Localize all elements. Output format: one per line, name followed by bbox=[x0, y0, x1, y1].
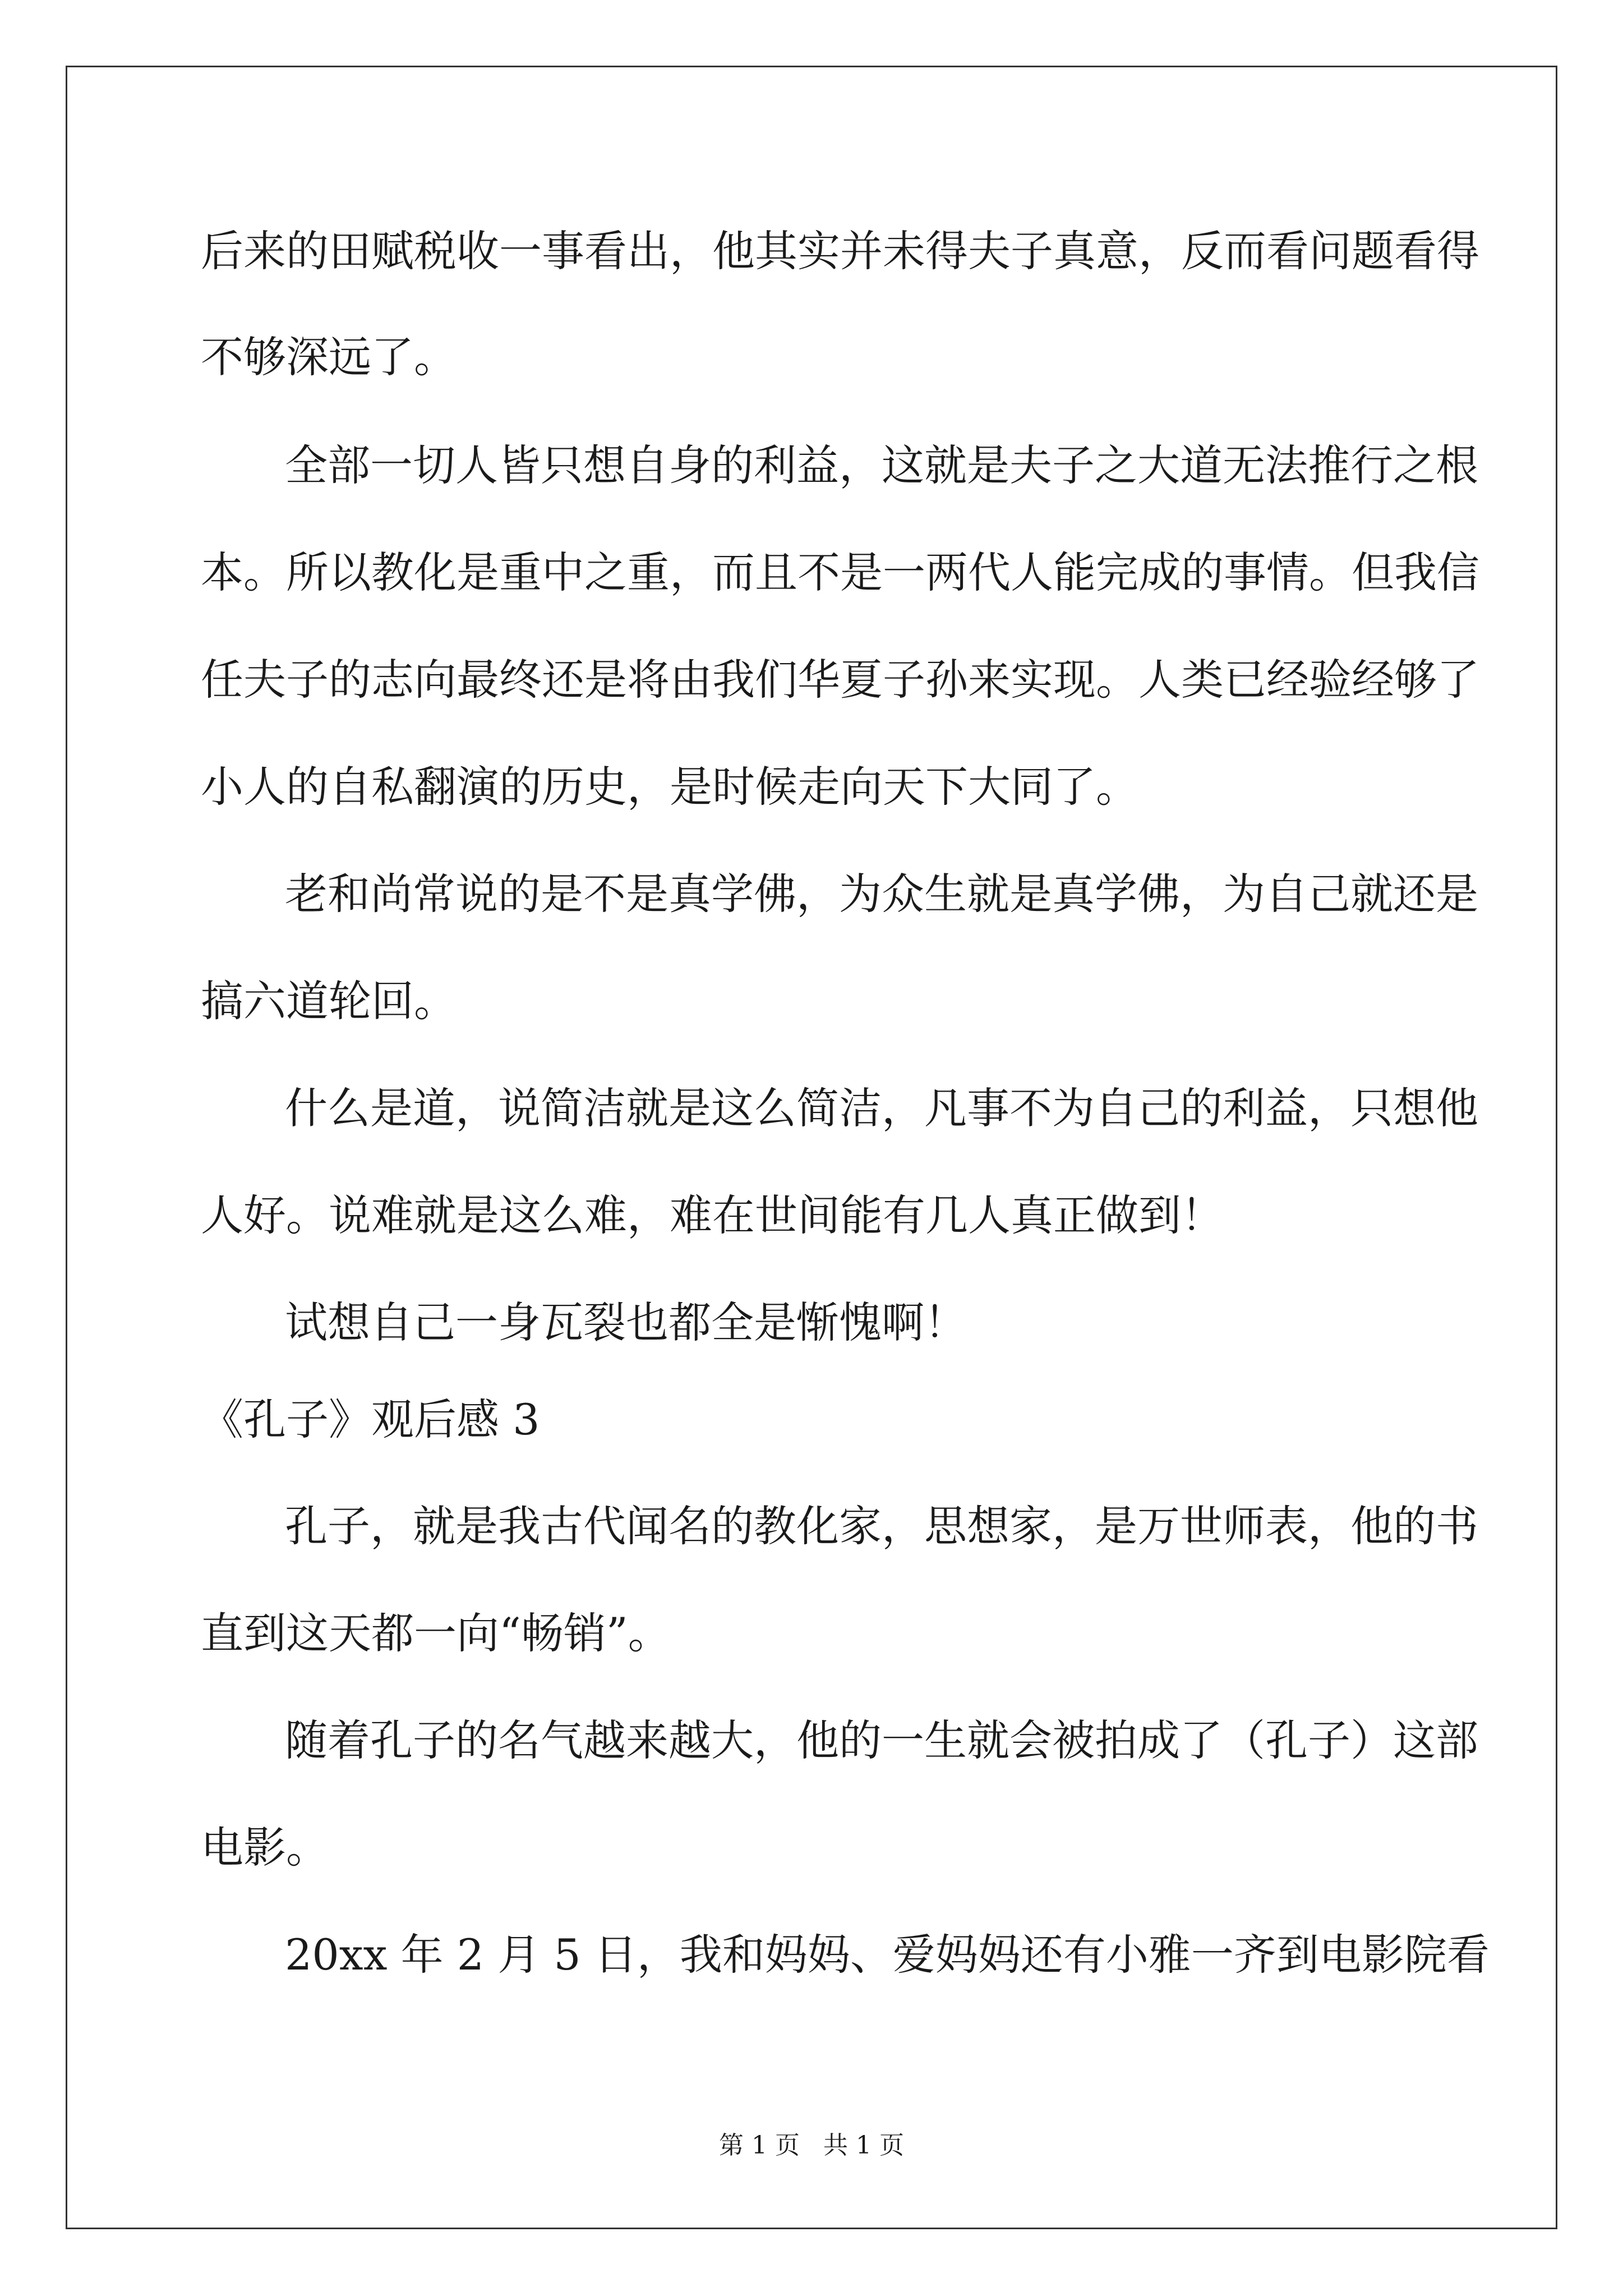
text-line: 小人的自私翻演的历史，是时候走向天下大同了。 bbox=[201, 762, 1138, 812]
text-line: 任夫子的志向最终还是将由我们华夏子孙来实现。人类已经验经够了 bbox=[201, 655, 1479, 705]
text-line: 搞六道轮回。 bbox=[201, 976, 457, 1026]
text-line: 孔子，就是我古代闻名的教化家，思想家，是万世师表，他的书 bbox=[285, 1501, 1478, 1551]
text-line: 老和尚常说的是不是真学佛，为众生就是真学佛，为自己就还是 bbox=[285, 869, 1478, 919]
text-line: 电影。 bbox=[201, 1823, 329, 1872]
text-line: 人好。说难就是这么难，难在世间能有几人真正做到！ bbox=[201, 1190, 1224, 1240]
page-border bbox=[66, 66, 1557, 2229]
text-line: 全部一切人皆只想自身的利益，这就是夫子之大道无法推行之根 bbox=[285, 440, 1478, 490]
text-line: 本。所以教化是重中之重，而且不是一两代人能完成的事情。但我信 bbox=[201, 547, 1479, 597]
text-line: 后来的田赋税收一事看出，他其实并未得夫子真意，反而看问题看得 bbox=[201, 226, 1479, 276]
page-footer: 第 1 页 共 1 页 bbox=[719, 2131, 904, 2160]
text-line: 随着孔子的名气越来越大，他的一生就会被拍成了（孔子）这部 bbox=[285, 1715, 1478, 1765]
text-line: 20xx 年 2 月 5 日，我和妈妈、爱妈妈还有小雅一齐到电影院看 bbox=[285, 1930, 1490, 1980]
text-line: 试想自己一身瓦裂也都全是惭愧啊！ bbox=[285, 1297, 967, 1347]
text-line: 什么是道，说简洁就是这么简洁，凡事不为自己的利益，只想他 bbox=[285, 1083, 1478, 1133]
section-heading: 《孔子》观后感 3 bbox=[201, 1395, 540, 1444]
text-line: 不够深远了。 bbox=[201, 332, 457, 382]
text-line: 直到这天都一向“畅销”。 bbox=[201, 1608, 671, 1658]
